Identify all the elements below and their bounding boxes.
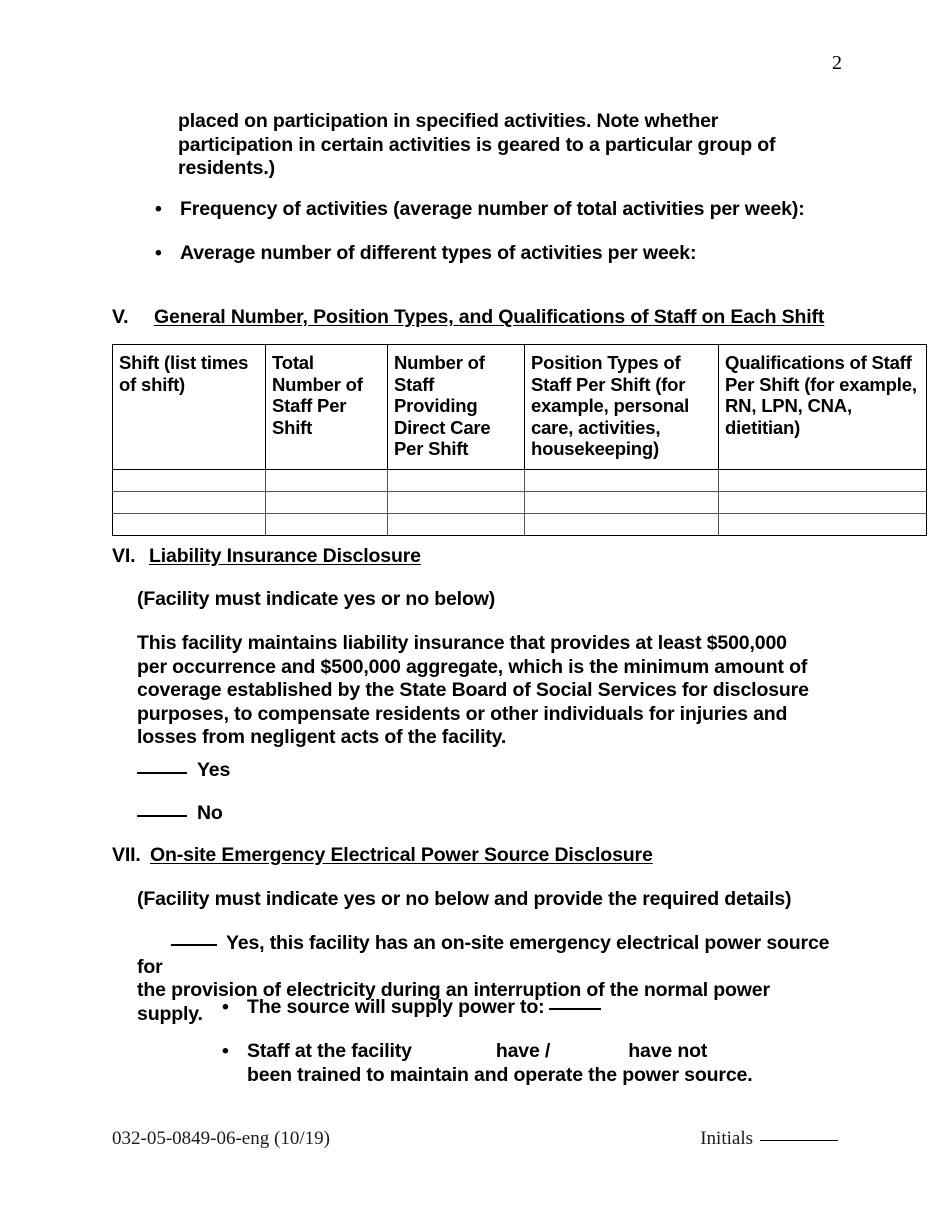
liability-no-blank[interactable] [137,815,187,817]
cell-qualifications[interactable] [719,514,927,536]
page-footer [112,1128,838,1150]
table-row [113,470,927,492]
staff-training-option-have-not[interactable]: have not [628,1040,708,1062]
section-heading-vi [112,545,421,568]
list-item [222,1040,862,1087]
section-vi-instruction: (Facility must indicate yes or no below) [137,588,496,610]
column-header-shift: Shift (list times of shift) [113,345,266,470]
cell-direct-care[interactable] [388,514,525,536]
liability-yes-blank[interactable] [137,772,187,774]
cell-position-types[interactable] [525,470,719,492]
cell-total-staff[interactable] [266,492,388,514]
staff-training-suffix: been trained to maintain and operate the power source. [247,1063,753,1086]
power-source-yes-line1: Yes, this facility has an on-site emergency electrical power source for [137,932,830,978]
intro-paragraph: placed on participation in specified activities. Note whether participation in certain activities is geared to a particular group of residents.) [178,110,776,179]
power-supply-target [247,996,862,1020]
cell-direct-care[interactable] [388,470,525,492]
cell-qualifications[interactable] [719,470,927,492]
page-number: 2 [832,52,842,74]
section-heading-v [112,306,824,329]
cell-shift[interactable] [113,470,266,492]
staff-training-statement [247,1040,862,1087]
cell-total-staff[interactable] [266,514,388,536]
liability-insurance-statement: This facility maintains liability insurance that provides at least $500,000 per occurrence and $500,000 aggregate, which is the minimum amount of coverage established by the State Board of Social Services for disclosure purposes, to compensate residents or other individuals for injuries and losses from negligent acts of the facility. [137,632,809,748]
liability-no-option[interactable] [137,802,223,826]
bullet-frequency-label: Frequency of activities (average number of total activities per week): [180,198,805,220]
initials-blank[interactable] [760,1140,838,1141]
cell-shift[interactable] [113,492,266,514]
liability-no-label: No [197,802,223,824]
cell-qualifications[interactable] [719,492,927,514]
initials-label: Initials [700,1128,753,1149]
section-number-vi: VI. [112,545,136,567]
section-heading-vii [112,844,653,867]
cell-direct-care[interactable] [388,492,525,514]
power-supply-target-label: The source will supply power to: [247,996,545,1018]
staff-training-option-have[interactable]: have / [495,1040,551,1062]
table-header-row [113,345,927,470]
section-title-v: General Number, Position Types, and Qualifications of Staff on Each Shift [154,306,825,328]
cell-position-types[interactable] [525,492,719,514]
column-header-qualifications: Qualifications of Staff Per Shift (for example, RN, LPN, CNA, dietitian) [719,345,927,470]
cell-position-types[interactable] [525,514,719,536]
staffing-table [112,344,927,536]
column-header-position-types: Position Types of Staff Per Shift (for example, personal care, activities, housekeeping) [525,345,719,470]
section-title-vii: On-site Emergency Electrical Power Source Disclosure [150,844,653,866]
bullet-average-types-label: Average number of different types of activities per week: [180,242,697,264]
form-number: 032-05-0849-06-eng (10/19) [112,1128,330,1149]
staff-training-prefix: Staff at the facility [247,1040,412,1062]
table-row [113,492,927,514]
list-item [155,198,855,222]
list-item [222,996,862,1020]
liability-yes-option[interactable] [137,759,230,783]
bullet-icon: • [155,198,162,220]
section-title-vi: Liability Insurance Disclosure [149,545,421,567]
initials-field[interactable] [700,1128,838,1150]
column-header-direct-care: Number of Staff Providing Direct Care Per Shift [388,345,525,470]
list-item [155,242,855,266]
power-source-yes-line2: the provision of electricity during an interruption of the normal power supply. [137,979,770,1025]
section-vii-instruction: (Facility must indicate yes or no below and provide the required details) [137,888,792,910]
table-row [113,514,927,536]
liability-yes-label: Yes [197,759,231,781]
power-source-yes-blank[interactable] [171,944,217,946]
cell-total-staff[interactable] [266,470,388,492]
section-number-v: V. [112,306,129,328]
cell-shift[interactable] [113,514,266,536]
power-supply-target-blank[interactable] [549,1008,601,1010]
section-number-vii: VII. [112,844,141,866]
bullet-icon: • [155,242,162,264]
bullet-icon: • [222,996,229,1018]
bullet-icon: • [222,1040,229,1062]
column-header-total-staff: Total Number of Staff Per Shift [266,345,388,470]
